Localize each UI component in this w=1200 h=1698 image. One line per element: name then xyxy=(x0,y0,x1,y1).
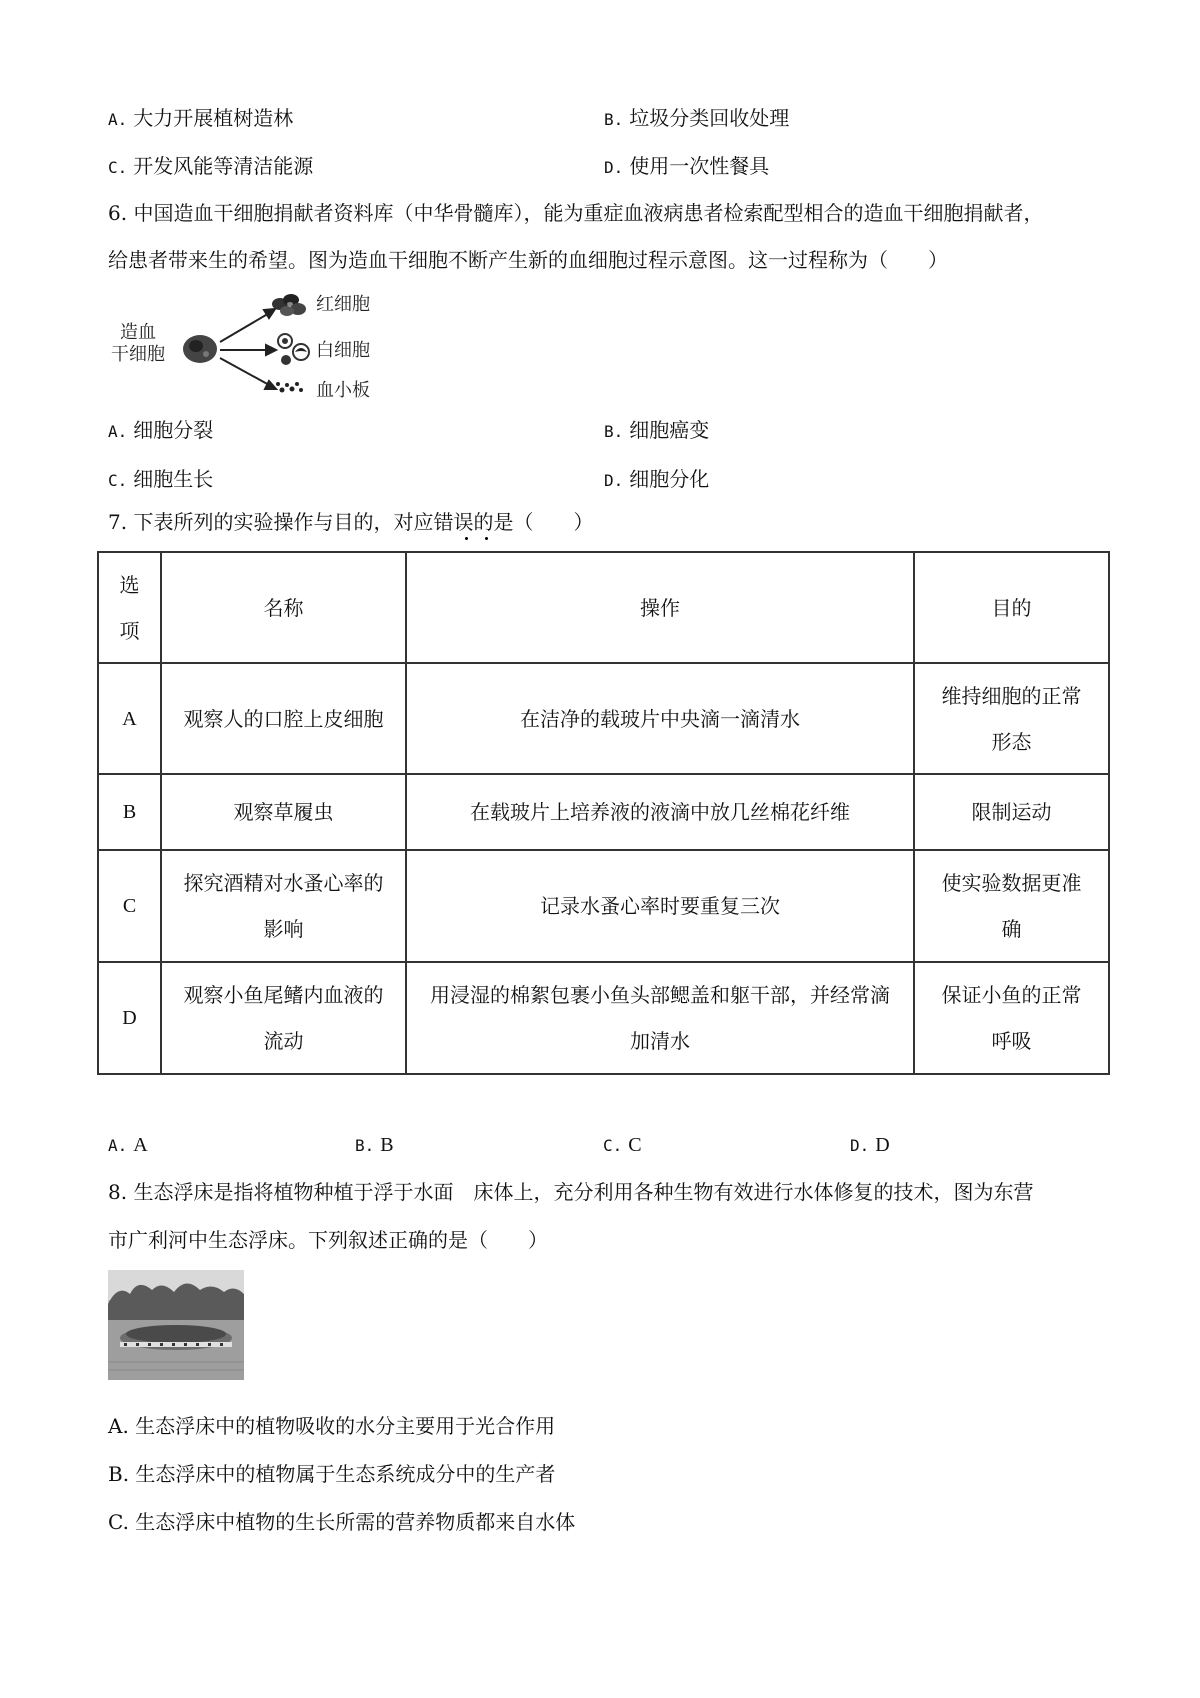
diagram-label-white: 白细胞 xyxy=(316,340,370,360)
q8-stem-line1: 8. 生态浮床是指将植物种植于浮于水面 床体上，充分利用各种生物有效进行水体修复的技术，图为东营 xyxy=(108,1180,1034,1204)
header-purpose: 目的 xyxy=(914,552,1109,663)
q8-option-b: B. 生态浮床中的植物属于生态系统成分中的生产者 xyxy=(108,1462,556,1486)
diagram-label-red: 红细胞 xyxy=(316,294,370,314)
floating-bed-photo xyxy=(108,1270,244,1380)
diagram-source-label-2: 干细胞 xyxy=(111,344,165,364)
diagram-arrows xyxy=(220,309,276,389)
row-purpose: 维持细胞的正常 形态 xyxy=(914,663,1109,774)
q6-option-d: D. 细胞分化 xyxy=(604,467,710,491)
red-blood-cell-icon xyxy=(272,294,306,316)
experiment-table xyxy=(97,551,1110,1075)
row-name: 探究酒精对水蚤心率的 影响 xyxy=(161,850,406,962)
row-operation: 用浸湿的棉絮包裹小鱼头部鳃盖和躯干部，并经常滴 加清水 xyxy=(406,962,914,1074)
row-purpose: 保证小鱼的正常 呼吸 xyxy=(914,962,1109,1074)
q8-option-a: A. 生态浮床中的植物吸收的水分主要用于光合作用 xyxy=(108,1414,556,1438)
header-operation: 操作 xyxy=(406,552,914,663)
q7-stem: 7. 下表所列的实验操作与目的，对应错误的是（ ） xyxy=(108,510,594,534)
row-operation: 在洁净的载玻片中央滴一滴清水 xyxy=(406,663,914,774)
q7-option-c: C. C xyxy=(603,1134,642,1156)
q8-option-c: C. 生态浮床中植物的生长所需的营养物质都来自水体 xyxy=(108,1510,576,1534)
q5-option-c: C. 开发风能等清洁能源 xyxy=(108,154,314,178)
white-blood-cell-icon xyxy=(278,334,309,365)
q6-option-c: C. 细胞生长 xyxy=(108,467,214,491)
row-purpose: 使实验数据更准 确 xyxy=(914,850,1109,962)
row-option: D xyxy=(98,962,161,1074)
platelet-icon xyxy=(271,382,303,393)
row-option: C xyxy=(98,850,161,962)
q7-option-d: D. D xyxy=(850,1134,890,1156)
q6-option-a: A. 细胞分裂 xyxy=(108,418,214,442)
stem-cell-diagram xyxy=(108,280,408,410)
table-row xyxy=(98,774,1109,850)
row-name: 观察草履虫 xyxy=(161,774,406,850)
table-row xyxy=(98,850,1109,962)
row-purpose: 限制运动 xyxy=(914,774,1109,850)
diagram-source-label-1: 造血 xyxy=(120,322,156,342)
row-operation: 在载玻片上培养液的液滴中放几丝棉花纤维 xyxy=(406,774,914,850)
table-header-row xyxy=(98,552,1109,663)
q5-option-a: A. 大力开展植树造林 xyxy=(108,106,294,130)
q7-option-b: B. B xyxy=(355,1134,394,1156)
emphasis-dot xyxy=(485,537,488,540)
stem-cell-icon xyxy=(183,335,217,363)
table-row xyxy=(98,962,1109,1074)
q5-option-d: D. 使用一次性餐具 xyxy=(604,154,770,178)
diagram-label-platelet: 血小板 xyxy=(316,380,370,400)
emphasis-dot xyxy=(465,537,468,540)
table-row xyxy=(98,663,1109,774)
header-option: 选 项 xyxy=(98,552,161,663)
q7-option-a: A. A xyxy=(108,1134,148,1156)
q8-stem-line2: 市广利河中生态浮床。下列叙述正确的是（ ） xyxy=(108,1228,548,1252)
header-name: 名称 xyxy=(161,552,406,663)
q6-stem-line1: 6. 中国造血干细胞捐献者资料库（中华骨髓库），能为重症血液病患者检索配型相合的造血干细胞捐献者， xyxy=(108,201,1044,225)
row-name: 观察小鱼尾鳍内血液的 流动 xyxy=(161,962,406,1074)
row-option: B xyxy=(98,774,161,850)
q6-option-b: B. 细胞癌变 xyxy=(604,418,710,442)
q5-option-b: B. 垃圾分类回收处理 xyxy=(604,106,790,130)
row-operation: 记录水蚤心率时要重复三次 xyxy=(406,850,914,962)
q6-stem-line2: 给患者带来生的希望。图为造血干细胞不断产生新的血细胞过程示意图。这一过程称为（ ） xyxy=(108,248,948,272)
row-option: A xyxy=(98,663,161,774)
row-name: 观察人的口腔上皮细胞 xyxy=(161,663,406,774)
